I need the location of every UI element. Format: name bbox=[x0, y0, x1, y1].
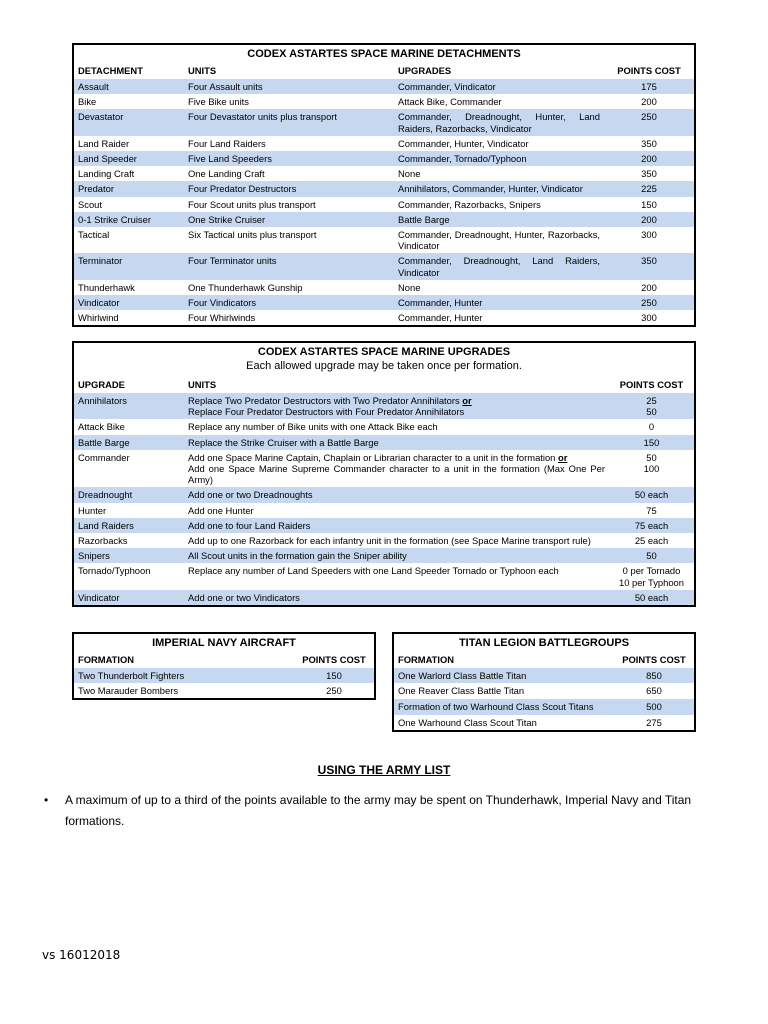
upgrades-subtitle: Each allowed upgrade may be taken once per formation. bbox=[246, 360, 522, 372]
or-keyword: or bbox=[462, 395, 472, 406]
col-header-formation: FORMATION bbox=[78, 654, 135, 665]
detachment-upgrades: Commander, Dreadnought, Hunter, Land Raiders, Razorbacks, Vindicator bbox=[394, 109, 604, 135]
detachment-upgrades: Commander, Hunter, Vindicator bbox=[394, 136, 604, 151]
upgrade-units bbox=[184, 393, 609, 419]
detachment-points: 225 bbox=[604, 181, 694, 196]
detachment-name: Whirlwind bbox=[74, 310, 184, 325]
detachment-points: 200 bbox=[604, 280, 694, 295]
col-header-detachment: DETACHMENT bbox=[78, 65, 143, 76]
detachment-units: Four Predator Destructors bbox=[184, 181, 394, 196]
formation-name: Formation of two Warhound Class Scout Titans bbox=[394, 699, 614, 715]
upgrade-units: Add one to four Land Raiders bbox=[184, 518, 609, 533]
detachment-points: 200 bbox=[604, 151, 694, 166]
or-keyword: or bbox=[558, 451, 568, 463]
navy-grid bbox=[74, 651, 374, 698]
col-header-upgrade: UPGRADE bbox=[78, 379, 125, 390]
detachment-name: Assault bbox=[74, 79, 184, 94]
detachments-grid bbox=[74, 62, 694, 325]
upgrade-name: Tornado/Typhoon bbox=[74, 563, 184, 589]
detachment-points: 200 bbox=[604, 94, 694, 109]
option-text: Replace Two Predator Destructors with Two Predator Annihilators bbox=[188, 395, 460, 406]
upgrade-units: Add one Hunter bbox=[184, 503, 609, 518]
upgrade-name: Commander bbox=[74, 450, 184, 488]
col-header-formation: FORMATION bbox=[398, 654, 455, 665]
upgrades-table bbox=[72, 341, 696, 607]
detachment-upgrades: Commander, Vindicator bbox=[394, 79, 604, 94]
detachment-points: 150 bbox=[604, 197, 694, 212]
formation-name: One Warlord Class Battle Titan bbox=[394, 668, 614, 683]
upgrade-units: Add one or two Dreadnoughts bbox=[184, 487, 609, 502]
detachment-upgrades: Commander, Dreadnought, Hunter, Razorbacks, Vindicator bbox=[394, 227, 604, 253]
upgrade-option bbox=[188, 452, 605, 463]
version-label: vs 16012018 bbox=[42, 948, 121, 962]
table-row bbox=[74, 590, 694, 605]
detachment-upgrades: None bbox=[394, 166, 604, 181]
upgrade-points: 150 bbox=[609, 435, 694, 450]
table-row bbox=[74, 197, 694, 212]
detachment-units: Four Devastator units plus transport bbox=[184, 109, 394, 135]
detachment-upgrades: Commander, Dreadnought, Land Raiders, Vindicator bbox=[394, 253, 604, 279]
detachment-name: Predator bbox=[74, 181, 184, 196]
detachment-units: Five Land Speeders bbox=[184, 151, 394, 166]
detachment-upgrades: Attack Bike, Commander bbox=[394, 94, 604, 109]
table-row bbox=[74, 166, 694, 181]
section-heading: USING THE ARMY LIST bbox=[317, 763, 451, 777]
detachment-units: Four Scout units plus transport bbox=[184, 197, 394, 212]
detachment-name: 0-1 Strike Cruiser bbox=[74, 212, 184, 227]
detachment-units: Four Whirlwinds bbox=[184, 310, 394, 325]
col-header-units: UNITS bbox=[188, 379, 217, 390]
rule-bullet bbox=[44, 790, 724, 832]
table-row bbox=[74, 295, 694, 310]
detachment-points: 250 bbox=[604, 295, 694, 310]
formation-name: Two Thunderbolt Fighters bbox=[74, 668, 294, 683]
upgrade-name: Battle Barge bbox=[74, 435, 184, 450]
detachments-table bbox=[72, 43, 696, 327]
detachments-body bbox=[74, 79, 694, 325]
detachment-points: 350 bbox=[604, 166, 694, 181]
titan-title: TITAN LEGION BATTLEGROUPS bbox=[458, 637, 630, 649]
col-header-units: UNITS bbox=[188, 65, 217, 76]
detachment-units: One Thunderhawk Gunship bbox=[184, 280, 394, 295]
detachment-name: Scout bbox=[74, 197, 184, 212]
formation-points: 500 bbox=[614, 699, 694, 715]
table-row bbox=[74, 181, 694, 196]
upgrades-grid bbox=[74, 376, 694, 605]
detachment-points: 350 bbox=[604, 136, 694, 151]
detachment-units: Five Bike units bbox=[184, 94, 394, 109]
upgrade-option: Add one Space Marine Supreme Commander character to a unit in the formation (Max One Per Army) bbox=[188, 463, 605, 486]
detachment-points: 300 bbox=[604, 227, 694, 253]
formation-points: 275 bbox=[614, 715, 694, 730]
table-row bbox=[74, 151, 694, 166]
detachment-units: Four Terminator units bbox=[184, 253, 394, 279]
table-row bbox=[74, 533, 694, 548]
option-points: 25 bbox=[646, 395, 657, 406]
upgrade-name: Vindicator bbox=[74, 590, 184, 605]
table-row bbox=[74, 518, 694, 533]
upgrade-points: 25 each bbox=[609, 533, 694, 548]
table-row bbox=[74, 487, 694, 502]
titan-grid bbox=[394, 651, 694, 730]
detachment-name: Land Raider bbox=[74, 136, 184, 151]
upgrade-name: Land Raiders bbox=[74, 518, 184, 533]
upgrade-points: 75 each bbox=[609, 518, 694, 533]
upgrade-name: Snipers bbox=[74, 548, 184, 563]
table-row bbox=[74, 668, 374, 683]
upgrade-points bbox=[609, 563, 694, 589]
upgrade-name: Dreadnought bbox=[74, 487, 184, 502]
formation-name: One Reaver Class Battle Titan bbox=[394, 683, 614, 699]
detachment-points: 350 bbox=[604, 253, 694, 279]
table-row bbox=[74, 227, 694, 253]
detachments-title: CODEX ASTARTES SPACE MARINE DETACHMENTS bbox=[247, 48, 521, 60]
upgrade-points bbox=[609, 393, 694, 419]
detachment-units: One Strike Cruiser bbox=[184, 212, 394, 227]
col-header-points: POINTS COST bbox=[617, 65, 681, 76]
formation-points: 650 bbox=[614, 683, 694, 699]
formation-points: 150 bbox=[294, 668, 374, 683]
table-row bbox=[74, 94, 694, 109]
detachment-name: Landing Craft bbox=[74, 166, 184, 181]
option-points: 100 bbox=[643, 463, 660, 475]
option-text: Add one Space Marine Captain, Chaplain or Librarian character to a unit in the formation bbox=[188, 451, 556, 463]
navy-table bbox=[72, 632, 376, 700]
table-row bbox=[74, 310, 694, 325]
upgrade-points: 0 bbox=[609, 419, 694, 434]
table-row bbox=[74, 280, 694, 295]
table-row bbox=[74, 136, 694, 151]
upgrade-name: Razorbacks bbox=[74, 533, 184, 548]
bullet-icon: • bbox=[44, 793, 49, 807]
col-header-points: POINTS COST bbox=[622, 654, 686, 665]
detachment-points: 175 bbox=[604, 79, 694, 94]
option-points: 50 bbox=[646, 406, 657, 418]
table-row bbox=[74, 683, 374, 698]
formation-points: 850 bbox=[614, 668, 694, 683]
titan-table bbox=[392, 632, 696, 732]
detachment-name: Thunderhawk bbox=[74, 280, 184, 295]
detachment-name: Tactical bbox=[74, 227, 184, 253]
table-row bbox=[74, 450, 694, 488]
upgrade-option: Replace Four Predator Destructors with Four Predator Annihilators bbox=[188, 406, 465, 418]
formation-name: Two Marauder Bombers bbox=[74, 683, 294, 698]
upgrade-units bbox=[184, 450, 609, 488]
detachment-name: Devastator bbox=[74, 109, 184, 135]
navy-title: IMPERIAL NAVY AIRCRAFT bbox=[152, 637, 296, 649]
table-row bbox=[74, 503, 694, 518]
detachment-units: Six Tactical units plus transport bbox=[184, 227, 394, 253]
upgrade-name: Annihilators bbox=[74, 393, 184, 419]
detachment-points: 200 bbox=[604, 212, 694, 227]
detachment-units: Four Vindicators bbox=[184, 295, 394, 310]
upgrade-units: Replace any number of Land Speeders with one Land Speeder Tornado or Typhoon each bbox=[184, 563, 609, 589]
detachment-upgrades: Annihilators, Commander, Hunter, Vindicator bbox=[394, 181, 604, 196]
upgrade-units: Replace the Strike Cruiser with a Battle Barge bbox=[184, 435, 609, 450]
detachment-name: Bike bbox=[74, 94, 184, 109]
detachment-name: Land Speeder bbox=[74, 151, 184, 166]
table-row bbox=[74, 548, 694, 563]
rule-text: A maximum of up to a third of the points available to the army may be spent on Thunderhawk, Imperial Navy and Titan formations. bbox=[65, 793, 692, 828]
upgrades-body bbox=[74, 393, 694, 605]
table-row bbox=[74, 79, 694, 94]
col-header-upgrades: UPGRADES bbox=[398, 65, 452, 76]
table-row bbox=[394, 715, 694, 730]
detachment-units: Four Assault units bbox=[184, 79, 394, 94]
detachment-upgrades: Commander, Hunter bbox=[394, 310, 604, 325]
detachment-upgrades: Battle Barge bbox=[394, 212, 604, 227]
upgrade-units: Add one or two Vindicators bbox=[184, 590, 609, 605]
upgrade-name: Attack Bike bbox=[74, 419, 184, 434]
table-row bbox=[394, 699, 694, 715]
upgrade-points: 50 each bbox=[609, 590, 694, 605]
table-row bbox=[74, 393, 694, 419]
table-row bbox=[74, 563, 694, 589]
col-header-points: POINTS COST bbox=[302, 654, 366, 665]
detachment-units: Four Land Raiders bbox=[184, 136, 394, 151]
detachment-name: Terminator bbox=[74, 253, 184, 279]
formation-name: One Warhound Class Scout Titan bbox=[394, 715, 614, 730]
table-row bbox=[394, 683, 694, 699]
upgrade-units: All Scout units in the formation gain the Sniper ability bbox=[184, 548, 609, 563]
upgrade-points: 50 bbox=[609, 548, 694, 563]
detachment-upgrades: Commander, Razorbacks, Snipers bbox=[394, 197, 604, 212]
detachment-name: Vindicator bbox=[74, 295, 184, 310]
upgrade-name: Hunter bbox=[74, 503, 184, 518]
table-row bbox=[394, 668, 694, 683]
table-row bbox=[74, 109, 694, 135]
detachment-units: One Landing Craft bbox=[184, 166, 394, 181]
upgrades-title: CODEX ASTARTES SPACE MARINE UPGRADES bbox=[257, 346, 511, 358]
col-header-points: POINTS COST bbox=[619, 379, 684, 390]
navy-body bbox=[74, 668, 374, 698]
detachment-upgrades: Commander, Tornado/Typhoon bbox=[394, 151, 604, 166]
table-row bbox=[74, 419, 694, 434]
upgrade-points: 75 bbox=[609, 503, 694, 518]
table-row bbox=[74, 435, 694, 450]
formation-points: 250 bbox=[294, 683, 374, 698]
upgrade-units: Add up to one Razorback for each infantry unit in the formation (see Space Marine transport rule) bbox=[184, 533, 609, 548]
table-row bbox=[74, 253, 694, 279]
table-row bbox=[74, 212, 694, 227]
option-points: 50 bbox=[646, 451, 657, 463]
option-points: 0 per Tornado bbox=[622, 565, 681, 577]
option-points: 10 per Typhoon bbox=[619, 576, 684, 588]
upgrade-points bbox=[609, 450, 694, 488]
upgrade-option bbox=[188, 395, 605, 406]
upgrade-units: Replace any number of Bike units with one Attack Bike each bbox=[184, 419, 609, 434]
titan-body bbox=[394, 668, 694, 730]
detachment-upgrades: None bbox=[394, 280, 604, 295]
detachment-points: 300 bbox=[604, 310, 694, 325]
upgrade-points: 50 each bbox=[609, 487, 694, 502]
detachment-upgrades: Commander, Hunter bbox=[394, 295, 604, 310]
detachment-points: 250 bbox=[604, 109, 694, 135]
